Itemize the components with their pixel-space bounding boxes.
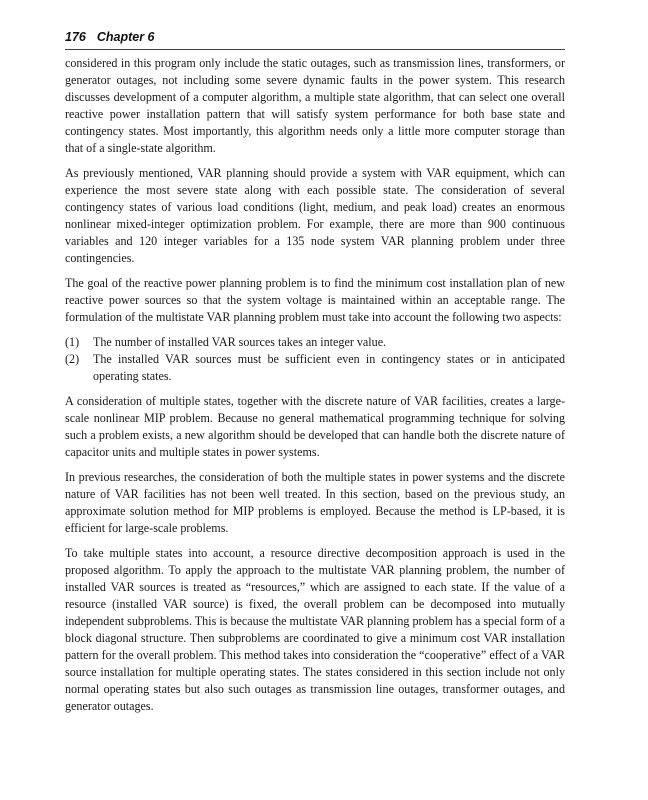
paragraph: In previous researches, the consideration of both the multiple states in power systems and the discrete nature of VAR facilities has not been well treated. In this section, based on the previous study, an approximate solution method for MIP problems is employed. Because the method is LP-based, it is efficient for large-scale problems. [65,470,565,535]
list-marker: (2) [65,352,80,366]
running-header [65,28,565,46]
page-number: 176 [65,30,86,44]
paragraph: The goal of the reactive power planning problem is to find the minimum cost installation plan of new reactive power sources so that the system voltage is maintained within an acceptable range. The formulation of the multistate VAR planning problem must take into account the following two aspects: [65,276,565,324]
book-page [65,28,565,723]
list-text: The installed VAR sources must be sufficient even in contingency states or in anticipated operating states. [93,352,565,383]
paragraph: As previously mentioned, VAR planning should provide a system with VAR equipment, which can experience the most severe state along with each possible state. The consideration of several contingency states of various load conditions (light, medium, and peak load) creates an enormous nonlinear mixed-integer optimization problem. For example, there are more than 900 continuous variables and 120 integer variables for a 135 node system VAR planning problem under three contingencies. [65,166,565,265]
list-text: The number of installed VAR sources takes an integer value. [93,335,387,349]
list-item [65,334,565,351]
header-rule [65,49,565,50]
body-text [65,55,565,715]
list-item [65,351,565,385]
paragraph: considered in this program only include the static outages, such as transmission lines, transformers, or generator outages, not including some severe dynamic faults in the power system. This research discusses development of a computer algorithm, a multiple state algorithm, that can select one overall reactive power installation pattern that will satisfy system performance for both base state and contingency states. Most importantly, this algorithm needs only a little more computer storage than that of a single-state algorithm. [65,56,565,155]
aspects-list [65,334,565,385]
list-marker: (1) [65,335,80,349]
paragraph: To take multiple states into account, a resource directive decomposition approach is used in the proposed algorithm. To apply the approach to the multistate VAR planning problem, the number of installed VAR sources is treated as “resources,” which are assigned to each state. If the value of a resource (installed VAR source) is fixed, the overall problem can be decomposed into mutually independent subproblems. This is because the multistate VAR planning problem has a special form of a block diagonal structure. Then subproblems are coordinated to give a minimum cost VAR installation pattern for the overall problem. This method takes into consideration the “cooperative” effect of a VAR source installation for multiple operating states. The states considered in this section include not only normal operating states but also such outages as transmission line outages, transformer outages, and generator outages. [65,546,565,713]
paragraph: A consideration of multiple states, together with the discrete nature of VAR facilities, creates a large-scale nonlinear MIP problem. Because no general mathematical programming technique for solving such a problem exists, a new algorithm should be developed that can handle both the discrete nature of capacitor units and multiple states in power systems. [65,394,565,459]
chapter-title: Chapter 6 [96,30,155,44]
